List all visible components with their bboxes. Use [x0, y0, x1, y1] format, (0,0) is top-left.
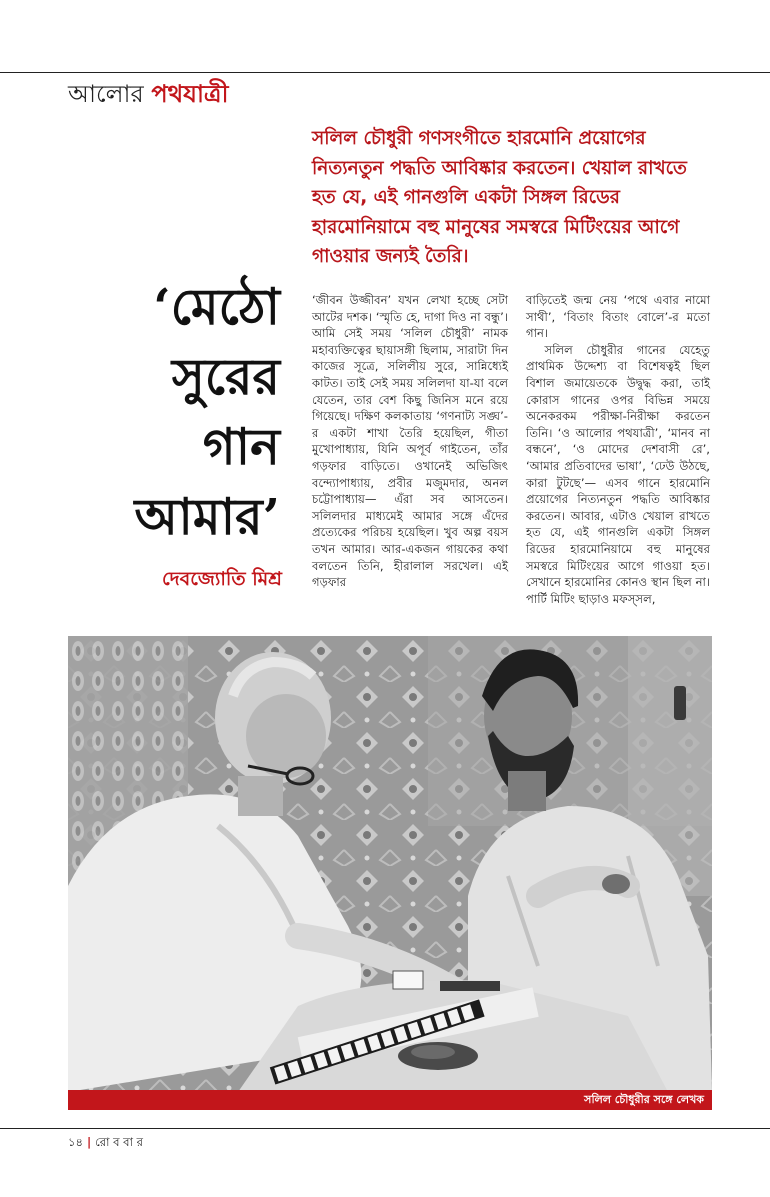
page-footer — [68, 1134, 143, 1150]
photo-illustration — [68, 636, 712, 1092]
photo-caption: সলিল চৌধুরীর সঙ্গে লেখক — [584, 1093, 704, 1106]
headline-line-1: ‘মেঠো — [153, 277, 280, 336]
body-paragraph: ‘জীবন উজ্জীবন’ যখন লেখা হচ্ছে সেটা আটের দশক। ‘স্মৃতি হে, দাগা দিও না বন্ধু’। আমি সেই সময় ‘সলিল চৌধুরী’ নামক মহাব্যক্তিত্বের ছায়াসঙ্গী ছিলাম, সারাটা দিন কাজের সূত্রে, সলিলীয় সুরে, সান্নিধ্যেই কাটত। তাই সেই সময় সলিলদা যা-যা বলে যেতেন, তার বেশ কিছু জিনিস মনে রয়ে গিয়েছে। দক্ষিণ কলকাতায় ‘গণনাট্য সঙ্ঘ’-র একটা শাখা তৈরি হয়েছিল, গীতা মুখোপাধ্যায়, যিনি অপূর্ব গাইতেন, তাঁর গড়ফার বাড়িতে। ওখানেই অভিজিৎ বন্দ্যোপাধ্যায়, প্রবীর মজুমদার, অনল চট্টোপাধ্যায়— এঁরা সব আসতেন। সলিলদার মাধ্যমেই আমার সঙ্গে এঁদের প্রত্যেকের পরিচয় হয়েছিল। খুব অল্প বয়স তখন আমার। আর-একজন গায়কের কথা বলতেন তিনি, হীরালাল সরখেল। এই গড়ফার — [312, 293, 508, 590]
footer-separator: | — [86, 1135, 92, 1149]
article-photo — [68, 636, 712, 1092]
headline-line-2: সুরের — [171, 347, 280, 406]
body-paragraph: বাড়িতেই জন্ম নেয় ‘পথে এবার নামো সাথী’, ‘বিতাং বিতাং বোলে’-র মতো গান। — [526, 293, 710, 341]
magazine-name: রো ব বা র — [95, 1135, 143, 1149]
header-rule — [0, 72, 770, 73]
body-column-2 — [526, 292, 710, 607]
headline-line-4: আমার’ — [134, 487, 280, 546]
pull-quote: সলিল চৌধুরী গণসংগীতে হারমোনি প্রয়োগের নিত্যনতুন পদ্ধতি আবিষ্কার করতেন। খেয়াল রাখতে হত যে, এই গানগুলি একটা সিঙ্গল রিডের হারমোনিয়ামে বহু মানুষের সমস্বরে মিটিংয়ের আগে গাওয়ার জন্যই তৈরি। — [312, 128, 687, 267]
headline-line-3: গান — [202, 417, 280, 476]
body-column-1 — [312, 292, 508, 591]
section-title-part1: আলোর — [68, 80, 152, 108]
footer-rule — [0, 1128, 770, 1129]
page-number: ১৪ — [68, 1135, 83, 1149]
byline: দেবজ্যোতি মিশ্র — [161, 568, 282, 590]
section-title-part2: পথযাত্রী — [151, 80, 229, 108]
section-header — [68, 78, 228, 110]
body-paragraph: সলিল চৌধুরীর গানের যেহেতু প্রাথমিক উদ্দেশ্য বা বিশেষত্বই ছিল বিশাল জমায়েতকে উদ্বুদ্ধ করা, তাই কোরাস গানের ওপর বিভিন্ন সময়ে অনেকরকম পরীক্ষা-নিরীক্ষা করতেন তিনি। ‘ও আলোর পথযাত্রী’, ‘মানব না বন্ধনে’, ‘ও মোদের দেশবাসী রে’, ‘আমার প্রতিবাদের ভাষা’, ‘ঢেউ উঠছে, কারা টুটছে’— এসব গানে হারমোনি প্রয়োগের নিত্যনতুন পদ্ধতি আবিষ্কার করতেন। আবার, এটাও খেয়াল রাখতে হত যে, এই গানগুলি একটা সিঙ্গল রিডের হারমোনিয়ামে বহু মানুষের সমস্বরে মিটিংয়ের আগে গাওয়া হত। সেখানে হারমোনির কোনও স্থান ছিল না। পার্টি মিটিং ছাড়াও মফস্সল, — [526, 342, 710, 606]
headline — [80, 272, 280, 552]
caption-bar — [68, 1090, 712, 1110]
